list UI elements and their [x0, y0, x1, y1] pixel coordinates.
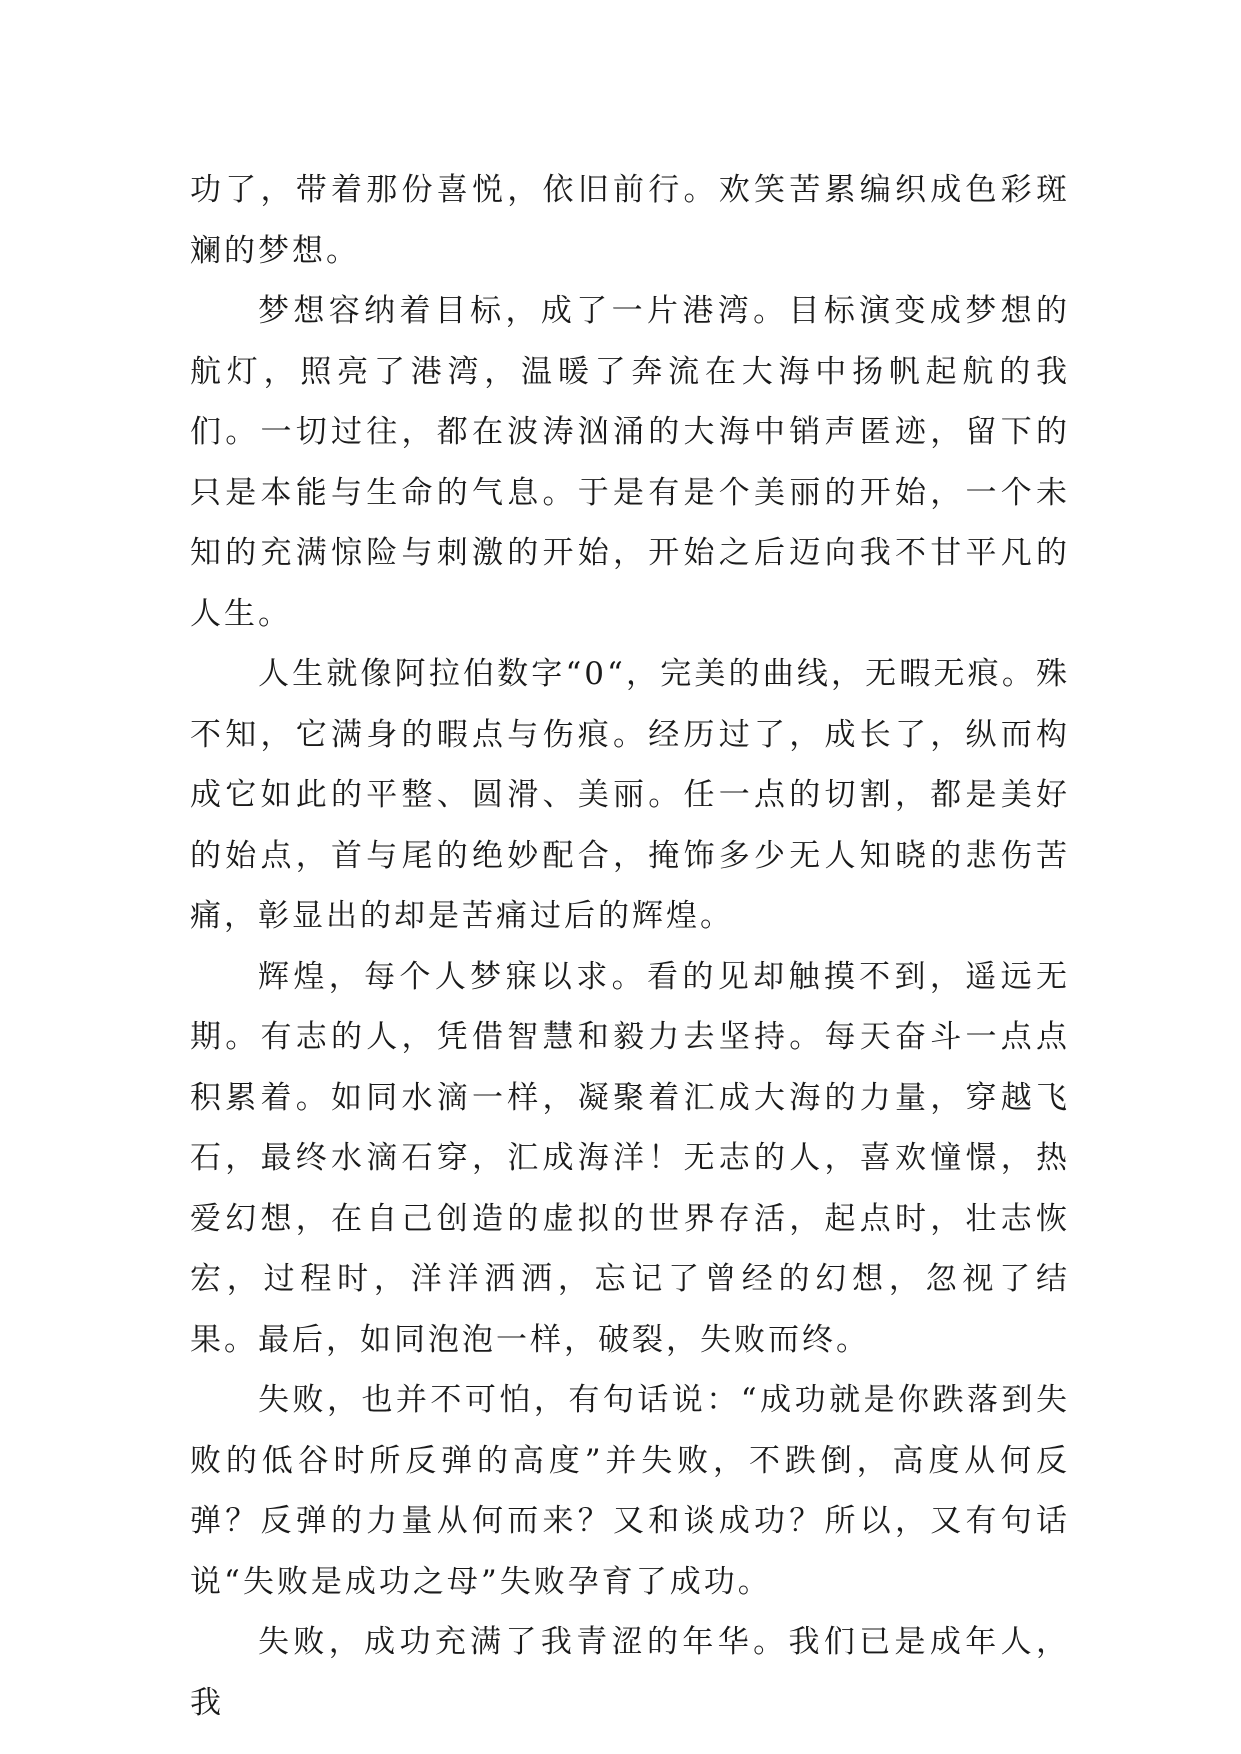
paragraph-youth: 失败，成功充满了我青涩的年华。我们已是成年人，我 — [190, 1624, 1070, 1721]
paragraph-life: 人生就像阿拉伯数字“0“，完美的曲线，无暇无痕。殊不知，它满身的暇点与伤痕。经历过了，成长了，纵而构成它如此的平整、圆滑、美丽。任一点的切割，都是美好的始点，首与尾的绝妙配合，掩饰多少无人知晓的悲伤苦痛，彰显出的却是苦痛过后的辉煌。 — [190, 656, 1070, 934]
paragraph-continuation: 功了，带着那份喜悦，依旧前行。欢笑苦累编织成色彩斑斓的梦想。 — [190, 172, 1070, 269]
paragraph-dream: 梦想容纳着目标，成了一片港湾。目标演变成梦想的航灯，照亮了港湾，温暖了奔流在大海中扬帆起航的我们。一切过往，都在波涛汹涌的大海中销声匿迹，留下的只是本能与生命的气息。于是有是个美丽的开始，一个未知的充满惊险与刺激的开始，开始之后迈向我不甘平凡的人生。 — [190, 293, 1070, 632]
paragraph-glory: 辉煌，每个人梦寐以求。看的见却触摸不到，遥远无期。有志的人，凭借智慧和毅力去坚持。每天奋斗一点点积累着。如同水滴一样，凝聚着汇成大海的力量，穿越飞石，最终水滴石穿，汇成海洋！无志的人，喜欢憧憬，热爱幻想，在自己创造的虚拟的世界存活，起点时，壮志恢宏，过程时，洋洋洒洒，忘记了曾经的幻想，忽视了结果。最后，如同泡泡一样，破裂，失败而终。 — [190, 958, 1070, 1358]
paragraph-failure: 失败，也并不可怕，有句话说：“成功就是你跌落到失败的低谷时所反弹的高度”并失败，不跌倒，高度从何反弹？反弹的力量从何而来？又和谈成功？所以，又有句话说“失败是成功之母”失败孕育了成功。 — [190, 1382, 1070, 1600]
document-body — [190, 160, 1070, 1733]
